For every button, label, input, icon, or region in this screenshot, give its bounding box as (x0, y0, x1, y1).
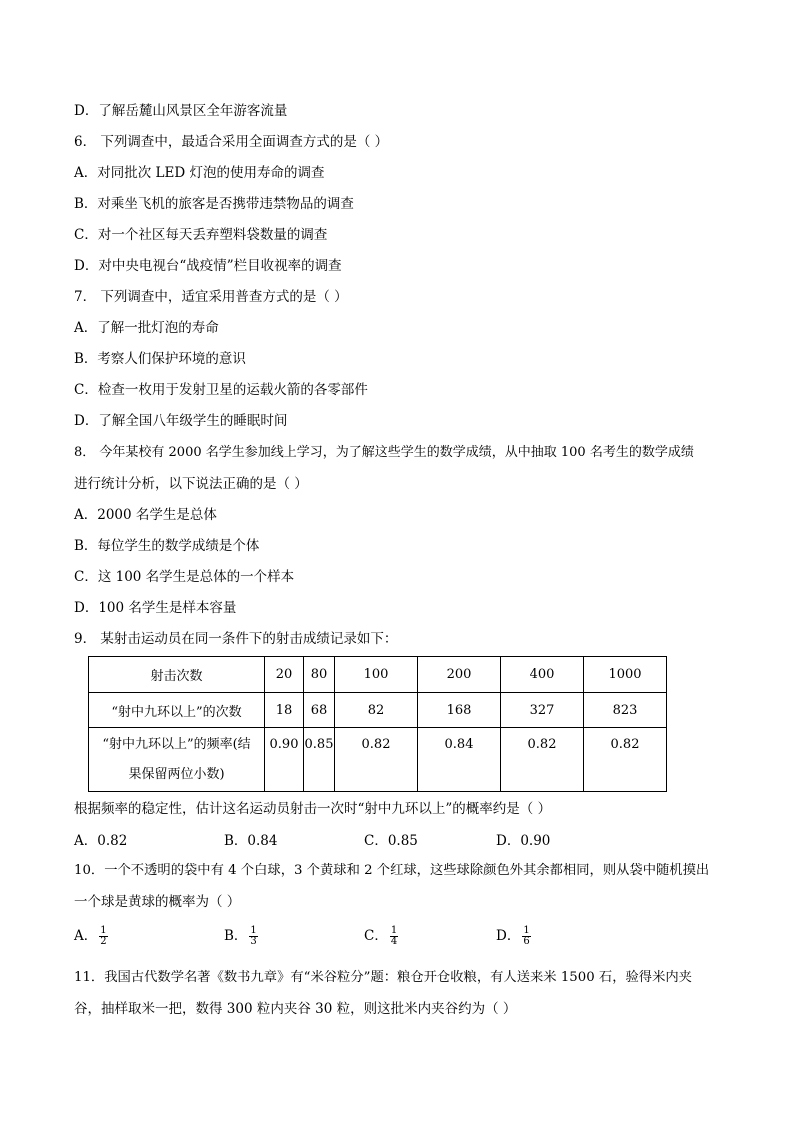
question-10-stem: 10．一个不透明的袋中有 4 个白球，3 个黄球和 2 个红球，这些球除颜色外其余都相同，则从袋中随机摸出 (74, 863, 710, 878)
fraction (99, 926, 107, 947)
q9-option-d: D．0.90 (496, 833, 551, 849)
table-cell: “射中九环以上”的次数 (89, 693, 265, 728)
question-9-prompt: 根据频率的稳定性，估计这名运动员射击一次时“射中九环以上”的概率约是（ ） (74, 801, 552, 817)
fraction-numerator: 1 (250, 925, 257, 936)
table-cell: 82 (335, 693, 418, 728)
fraction-denominator: 4 (390, 936, 398, 947)
table-cell: 0.90 (265, 728, 304, 792)
fraction (249, 926, 257, 947)
table-cell: 0.82 (335, 728, 418, 792)
q10-option-c (364, 926, 398, 947)
text-line: D．了解岳麓山风景区全年游客流量 (74, 103, 288, 119)
question-9-stem: 9． 某射击运动员在同一条件下的射击成绩记录如下： (74, 631, 398, 647)
table-cell: 1000 (584, 657, 667, 693)
table-cell: 0.85 (304, 728, 335, 792)
table-cell: 射击次数 (89, 657, 265, 693)
table-row (89, 728, 667, 792)
question-11-stem-cont: 谷，抽样取米一把，数得 300 粒内夹谷 30 粒，则这批米内夹谷约为（ ） (74, 1001, 517, 1017)
cell-line: 果保留两位小数) (128, 766, 225, 782)
fraction-denominator: 6 (523, 936, 530, 947)
table-cell: 0.82 (501, 728, 584, 792)
fraction-numerator: 1 (390, 925, 398, 936)
q7-option-d: D．了解全国八年级学生的睡眠时间 (74, 413, 288, 429)
question-10-stem-cont: 一个球是黄球的概率为（ ） (74, 894, 241, 910)
question-11-stem: 11．我国古代数学名著《数书九章》有“米谷粒分”题：粮仓开仓收粮，有人送来米 1500 石，验得米内夹 (74, 970, 692, 985)
fraction-denominator: 2 (100, 936, 107, 947)
table-cell: 80 (304, 657, 335, 693)
fraction-numerator: 1 (100, 925, 107, 936)
table-cell: 823 (584, 693, 667, 728)
question-7-stem: 7． 下列调查中，适宜采用普查方式的是（ ） (74, 289, 348, 305)
question-6-stem: 6． 下列调查中，最适合采用全面调查方式的是（ ） (74, 134, 389, 150)
table-cell: 20 (265, 657, 304, 693)
option-prefix: C． (364, 928, 388, 944)
table-row (89, 657, 667, 693)
question-8-stem-cont: 进行统计分析，以下说法正确的是（ ） (74, 476, 308, 492)
cell-line: “射中九环以上”的频率(结 (102, 736, 251, 752)
fraction (390, 926, 398, 947)
table-cell: 68 (304, 693, 335, 728)
q6-option-d: D．对中央电视台“战疫情”栏目收视率的调查 (74, 258, 342, 274)
q10-option-a (74, 926, 108, 947)
table-cell: 400 (501, 657, 584, 693)
q10-option-d (496, 926, 531, 947)
q9-option-b: B．0.84 (224, 833, 278, 849)
fraction-numerator: 1 (523, 925, 530, 936)
q6-option-b: B．对乘坐飞机的旅客是否携带违禁物品的调查 (74, 196, 354, 212)
table-cell (89, 728, 265, 792)
table-cell: 0.84 (418, 728, 501, 792)
q10-option-b (224, 926, 258, 947)
q7-option-a: A．了解一批灯泡的寿命 (74, 320, 219, 336)
option-prefix: D． (496, 928, 521, 944)
table-cell: 0.82 (584, 728, 667, 792)
table-cell: 327 (501, 693, 584, 728)
table-row (89, 693, 667, 728)
q6-option-c: C．对一个社区每天丢弃塑料袋数量的调查 (74, 227, 328, 243)
q8-option-c: C．这 100 名学生是总体的一个样本 (74, 569, 295, 585)
fraction (522, 926, 530, 947)
q8-option-a: A．2000 名学生是总体 (74, 507, 217, 523)
table-cell: 168 (418, 693, 501, 728)
q9-option-c: C．0.85 (364, 833, 418, 849)
option-prefix: B． (224, 928, 248, 944)
table-cell: 200 (418, 657, 501, 693)
fraction-denominator: 3 (250, 936, 257, 947)
table-cell: 100 (335, 657, 418, 693)
option-prefix: A． (74, 928, 98, 944)
q8-option-d: D．100 名学生是样本容量 (74, 600, 237, 616)
q8-option-b: B．每位学生的数学成绩是个体 (74, 538, 260, 554)
q7-option-c: C．检查一枚用于发射卫星的运载火箭的各零部件 (74, 382, 368, 398)
shooting-record-table (88, 656, 667, 792)
q6-option-a: A．对同批次 LED 灯泡的使用寿命的调查 (74, 165, 325, 181)
table-cell: 18 (265, 693, 304, 728)
q9-option-a: A．0.82 (74, 833, 128, 849)
question-8-stem: 8． 今年某校有 2000 名学生参加线上学习，为了解这些学生的数学成绩，从中抽取 100 名考生的数学成绩 (74, 445, 694, 460)
q7-option-b: B．考察人们保护环境的意识 (74, 351, 246, 367)
